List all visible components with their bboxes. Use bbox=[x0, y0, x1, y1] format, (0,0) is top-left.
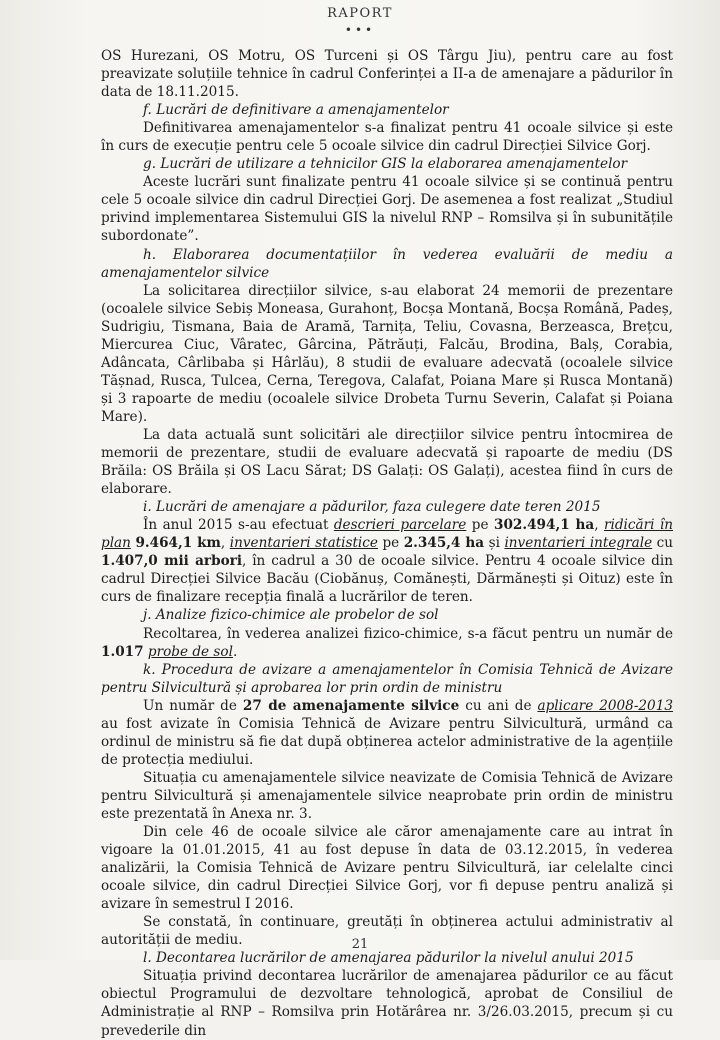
page-number: 21 bbox=[351, 937, 369, 952]
value-area-descrieri: 302.494,1 ha bbox=[493, 517, 595, 534]
section-text-f: Definitivarea amenajamentelor s-a finalizat pentru 41 ocoale silvice și este în curs de execuție pentru cele 5 ocoale silvice din cadrul Direcției Silvice Gorj. bbox=[101, 120, 673, 155]
text-run: Recoltarea, în vederea analizei fizico-chimice, s-a făcut pentru un număr de bbox=[143, 625, 673, 642]
section-text-h-2: La data actuală sunt solicitări ale direcțiilor silvice pentru întocmirea de memorii de prezentare, studii de evaluare adecvată și rapoarte de mediu (DS Brăila: OS Brăila și OS Lacu Sărat; DS Galați: OS Galați), acestea fiind în curs de elaborare. bbox=[101, 426, 673, 498]
header-ornament: ••• bbox=[344, 23, 376, 37]
value-length-ridicari: 9.464,1 km bbox=[135, 535, 221, 552]
section-heading-i: i. Lucrări de amenajare a pădurilor, faza culegere date teren 2015 bbox=[143, 499, 601, 516]
section-text-i bbox=[101, 516, 673, 606]
report-body bbox=[101, 47, 673, 1040]
text-run: pe bbox=[377, 535, 404, 552]
term-descrieri-parcelare: descrieri parcelare bbox=[333, 517, 467, 534]
continuation-paragraph: OS Hurezani, OS Motru, OS Turceni și OS Târgu Jiu), pentru care au fost preavizate soluțiile tehnice în cadrul Conferinței a II-a de amenajare a pădurilor în data de 18.11.2015. bbox=[101, 48, 673, 101]
term-ridicari-in-plan: ridicări în plan bbox=[101, 517, 673, 552]
value-soil-samples: 1.017 bbox=[101, 643, 144, 660]
section-text-k bbox=[101, 697, 673, 769]
text-run: pe bbox=[466, 517, 494, 534]
section-text-h: La solicitarea direcțiilor silvice, s-au elaborat 24 memorii de prezentare (ocoalele silvice Sebiș Moneasa, Gurahonț, Bocșa Montană, Bocșa Română, Padeș, Sudrigiu, Tismana, Baia de Aramă, Tarnița, Teliu, Covasna, Berzeasca, Brețcu, Miercurea Ciuc, Vâratec, Gârcina, Pătrăuți, Falcău, Brodina, Balș, Corabia, Adâncata, Cârlibaba și Hârlău), 8 studii de evaluare adecvată (ocoalele silvice Tășnad, Rusca, Tulcea, Cerna, Teregova, Calafat, Poiana Mare și Rusca Montană) și 3 rapoarte de mediu (ocoalele silvice Drobeta Turnu Severin, Calafat și Poiana Mare). bbox=[101, 282, 673, 425]
text-run: , bbox=[594, 517, 604, 534]
text-run: și bbox=[484, 535, 505, 552]
text-run: . bbox=[232, 643, 238, 660]
section-heading-j: j. Analize fizico-chimice ale probelor de sol bbox=[143, 607, 439, 624]
term-inventarieri-statistice: inventarieri statistice bbox=[229, 535, 378, 552]
term-probe-de-sol: probe de sol bbox=[147, 643, 233, 660]
text-run: , bbox=[220, 535, 230, 552]
section-text-j bbox=[101, 625, 673, 661]
section-text-k-2: Situația cu amenajamentele silvice neavizate de Comisia Tehnică de Avizare pentru Silvicultură și amenajamentele silvice neaprobate prin ordin de ministru este prezentată în Anexa nr. 3. bbox=[101, 769, 673, 822]
text-run: cu ani de bbox=[459, 697, 538, 714]
value-amenajamente-count: 27 de amenajamente silvice bbox=[242, 697, 460, 714]
text-run: În anul 2015 s-au efectuat bbox=[143, 517, 334, 534]
value-trees-count: 1.407,0 mii arbori bbox=[101, 553, 242, 570]
section-heading-h: h. Elaborarea documentațiilor în vederea evaluării de mediu a amenajamentelor silvice bbox=[101, 246, 673, 281]
page-header bbox=[0, 6, 720, 37]
text-run: au fost avizate în Comisia Tehnică de Avizare pentru Silvicultură, urmând ca ordinul de ministru să fie dat după obținerea actelor administrative de la agențiile de protecția mediului. bbox=[101, 715, 673, 768]
section-text-k-3: Din cele 46 de ocoale silvice ale căror amenajamente care au intrat în vigoare la 01.01.2015, 41 au fost depuse în data de 03.12.2015, în vederea analizării, la Comisia Tehnică de Avizare pentru Silvicultură, iar celelalte cinci ocoale silvice, din cadrul Direcției Silvice Gorj, vor fi depuse pentru analiză și avizare în semestrul I 2016. bbox=[101, 824, 673, 913]
section-text-l: Situația privind decontarea lucrărilor de amenajarea pădurilor ce au făcut obiectul Programului de dezvoltare tehnologică, aprobat de Consiliul de Administrație al RNP – Romsilva prin Hotărârea nr. 3/26.03.2015, precum și cu prevederile din bbox=[101, 968, 673, 1039]
text-run: , în cadrul a 30 de ocoale silvice. Pentru 4 ocoale silvice din cadrul Direcției Silvice Bacău (Ciobănuș, Comănești, Dărmănești și Oituz) este în curs de finalizare recepția finală a lucrărilor de teren. bbox=[101, 553, 673, 606]
section-heading-l: l. Decontarea lucrărilor de amenajarea pădurilor la nivelul anului 2015 bbox=[143, 950, 634, 967]
section-heading-g: g. Lucrări de utilizare a tehnicilor GIS la elaborarea amenajamentelor bbox=[143, 156, 628, 173]
section-heading-k: k. Procedura de avizare a amenajamentelor în Comisia Tehnică de Avizare pentru Silvicultură și aprobarea lor prin ordin de ministru bbox=[101, 661, 673, 696]
section-heading-f: f. Lucrări de definitivare a amenajamentelor bbox=[143, 102, 449, 119]
value-area-inventarieri: 2.345,4 ha bbox=[403, 535, 485, 552]
section-text-k-4: Se constată, în continuare, greutăți în obținerea actului administrativ al autorității de mediu. bbox=[101, 914, 673, 949]
term-aplicare-period: aplicare 2008-2013 bbox=[537, 697, 674, 714]
report-title: RAPORT bbox=[327, 6, 393, 21]
term-inventarieri-integrale: inventarieri integrale bbox=[504, 535, 653, 552]
text-run: cu bbox=[652, 535, 674, 552]
section-text-g: Aceste lucrări sunt finalizate pentru 41 ocoale silvice și se continuă pentru cele 5 ocoale silvice din cadrul Direcției Gorj. De asemenea a fost realizat „Studiul privind implementarea Sistemului GIS la nivelul RNP – Romsilva și în subunitățile subordonate”. bbox=[101, 174, 673, 245]
text-run: Un număr de bbox=[143, 697, 243, 714]
